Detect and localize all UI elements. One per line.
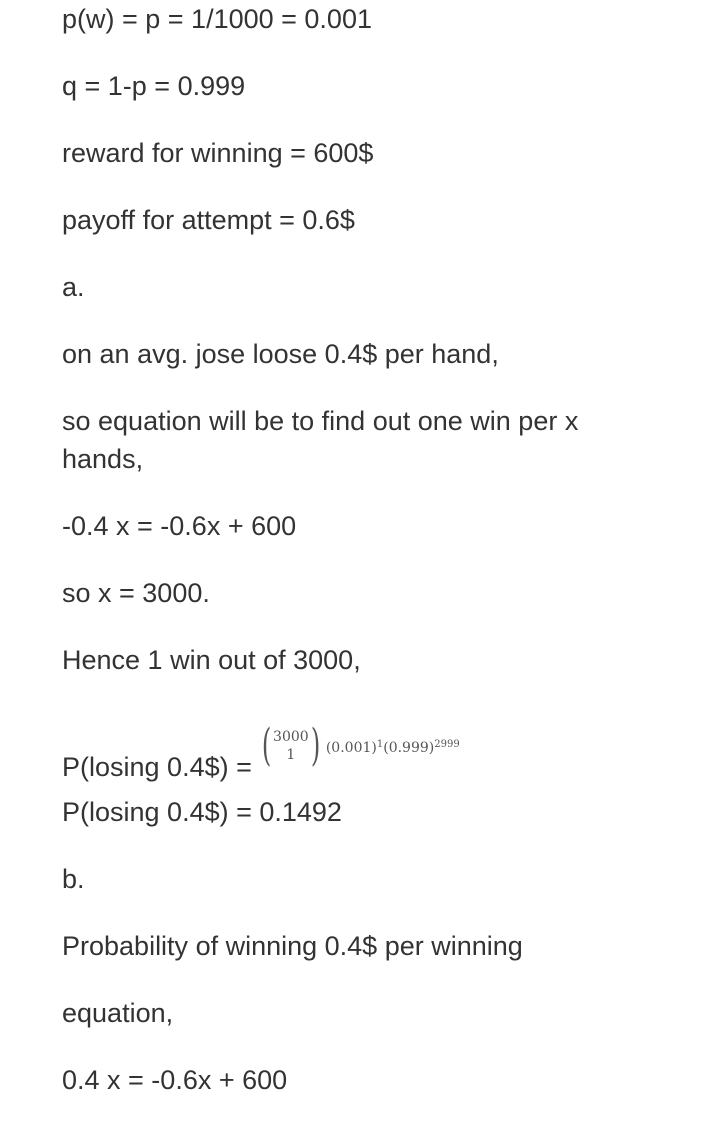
term2-exponent: 2999 (434, 738, 460, 750)
formula-terms (326, 739, 460, 756)
right-paren-icon: ) (310, 720, 320, 771)
equation-intro-text: so equation will be to find out one win per x hands, (62, 406, 579, 474)
probability-win-line: p(w) = p = 1/1000 = 0.001 (62, 4, 372, 34)
term1-base: (0.001) (325, 739, 377, 756)
binomial-coefficient (258, 720, 324, 771)
probability-winning-line: Probability of winning 0.4$ per winning (62, 931, 523, 961)
part-b-label: b. (62, 864, 85, 894)
term2-base: (0.999) (383, 739, 435, 756)
reward-line: reward for winning = 600$ (62, 138, 374, 168)
equation-b-line: 0.4 x = -0.6x + 600 (62, 1065, 288, 1095)
left-paren-icon: ( (261, 720, 272, 771)
payoff-line: payoff for attempt = 0.6$ (62, 205, 355, 235)
hence-line: Hence 1 win out of 3000, (62, 645, 361, 675)
term1-exponent: 1 (376, 738, 384, 750)
solution-line: so x = 3000. (62, 578, 210, 608)
probability-loss-line: q = 1-p = 0.999 (62, 71, 246, 101)
formula-lhs: P(losing 0.4$) = (62, 752, 252, 782)
probability-result-line: P(losing 0.4$) = 0.1492 (62, 797, 342, 827)
binomial-formula (62, 706, 460, 786)
equation-a-line: -0.4 x = -0.6x + 600 (62, 511, 297, 541)
formula-rhs (258, 720, 460, 771)
binomial-top: 3000 (273, 729, 309, 745)
binomial-bottom: 1 (286, 747, 296, 763)
equation-label-line: equation, (62, 998, 174, 1028)
average-loss-line: on an avg. jose loose 0.4$ per hand, (62, 339, 499, 369)
part-a-label: a. (62, 272, 85, 302)
